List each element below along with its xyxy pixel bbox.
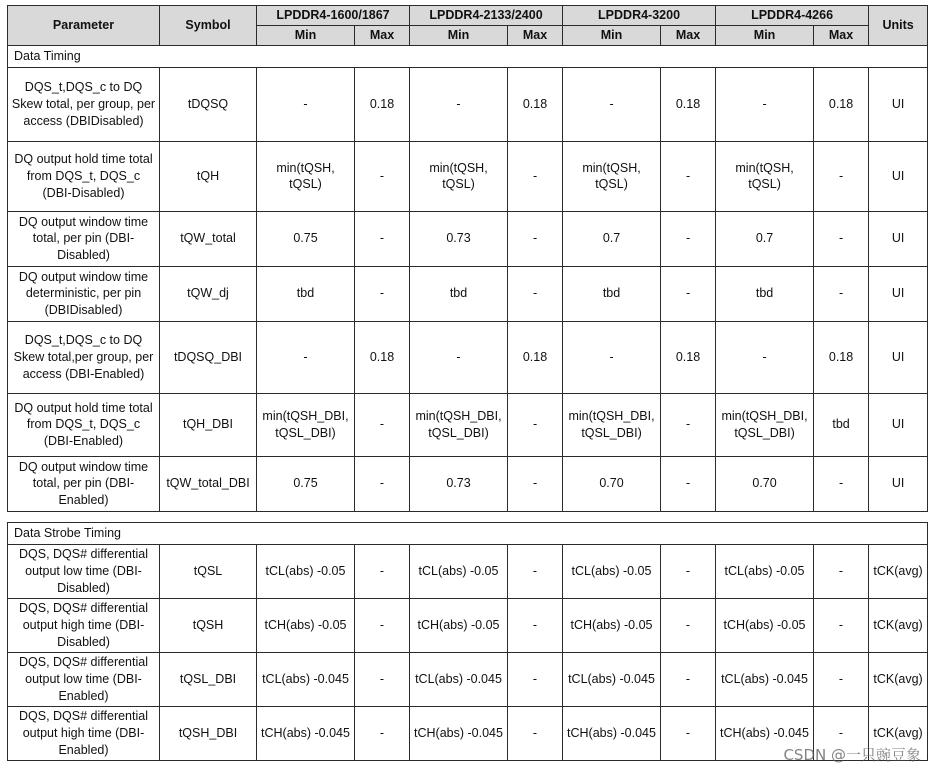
units-cell: tCK(avg)	[869, 544, 928, 598]
header-min: Min	[410, 25, 508, 45]
symbol-cell: tQW_dj	[160, 266, 257, 321]
min-value-cell: 0.7	[716, 211, 814, 266]
parameter-cell: DQ output window time deterministic, per pin (DBIDisabled)	[8, 266, 160, 321]
min-value-cell: min(tQSH, tQSL)	[410, 141, 508, 211]
min-value-cell: tCH(abs) -0.05	[716, 598, 814, 652]
max-value-cell: 0.18	[661, 67, 716, 141]
header-max: Max	[661, 25, 716, 45]
parameter-cell: DQ output window time total, per pin (DBI-Disabled)	[8, 211, 160, 266]
max-value-cell: -	[508, 266, 563, 321]
min-value-cell: tbd	[257, 266, 355, 321]
symbol-cell: tQSH	[160, 598, 257, 652]
max-value-cell: 0.18	[814, 321, 869, 393]
min-value-cell: -	[716, 67, 814, 141]
symbol-cell: tQSH_DBI	[160, 706, 257, 760]
min-value-cell: -	[257, 321, 355, 393]
units-cell: tCK(avg)	[869, 598, 928, 652]
min-value-cell: -	[716, 321, 814, 393]
header-max: Max	[355, 25, 410, 45]
section-title-data-strobe-timing: Data Strobe Timing	[8, 522, 928, 544]
min-value-cell: min(tQSH, tQSL)	[563, 141, 661, 211]
min-value-cell: min(tQSH, tQSL)	[716, 141, 814, 211]
min-value-cell: tCH(abs) -0.045	[716, 706, 814, 760]
units-cell: UI	[869, 67, 928, 141]
symbol-cell: tQH	[160, 141, 257, 211]
min-value-cell: 0.75	[257, 456, 355, 511]
table-header	[8, 6, 928, 46]
max-value-cell: -	[355, 266, 410, 321]
min-value-cell: tCL(abs) -0.05	[257, 544, 355, 598]
max-value-cell: -	[355, 393, 410, 456]
min-value-cell: tbd	[563, 266, 661, 321]
symbol-cell: tDQSQ	[160, 67, 257, 141]
table-row	[8, 211, 928, 266]
units-cell: UI	[869, 393, 928, 456]
table-row	[8, 67, 928, 141]
min-value-cell: 0.75	[257, 211, 355, 266]
table-row	[8, 652, 928, 706]
section-title-row	[8, 522, 928, 544]
min-value-cell: tCL(abs) -0.045	[716, 652, 814, 706]
max-value-cell: -	[355, 706, 410, 760]
max-value-cell: -	[814, 652, 869, 706]
section-title-data-timing: Data Timing	[8, 45, 928, 67]
units-cell: tCK(avg)	[869, 652, 928, 706]
header-min: Min	[716, 25, 814, 45]
units-cell: UI	[869, 141, 928, 211]
symbol-cell: tQSL_DBI	[160, 652, 257, 706]
max-value-cell: -	[508, 393, 563, 456]
min-value-cell: 0.73	[410, 211, 508, 266]
timing-table	[7, 5, 928, 512]
max-value-cell: -	[661, 141, 716, 211]
max-value-cell: -	[814, 544, 869, 598]
header-parameter: Parameter	[8, 6, 160, 46]
min-value-cell: min(tQSH_DBI, tQSL_DBI)	[716, 393, 814, 456]
max-value-cell: 0.18	[661, 321, 716, 393]
min-value-cell: -	[410, 321, 508, 393]
watermark: CSDN @一只豌豆象	[783, 746, 921, 764]
max-value-cell: 0.18	[355, 67, 410, 141]
symbol-cell: tQH_DBI	[160, 393, 257, 456]
header-min: Min	[563, 25, 661, 45]
max-value-cell: tbd	[814, 393, 869, 456]
max-value-cell: -	[661, 266, 716, 321]
max-value-cell: 0.18	[814, 67, 869, 141]
min-value-cell: -	[257, 67, 355, 141]
max-value-cell: -	[661, 211, 716, 266]
max-value-cell: -	[355, 141, 410, 211]
parameter-cell: DQS_t,DQS_c to DQ Skew total,per group, per access (DBI-Enabled)	[8, 321, 160, 393]
header-max: Max	[508, 25, 563, 45]
units-cell: tCK(avg)	[869, 706, 928, 760]
min-value-cell: -	[410, 67, 508, 141]
header-symbol: Symbol	[160, 6, 257, 46]
max-value-cell: -	[355, 652, 410, 706]
symbol-cell: tQW_total	[160, 211, 257, 266]
max-value-cell: -	[661, 544, 716, 598]
max-value-cell: -	[661, 598, 716, 652]
strobe-timing-table	[7, 522, 928, 761]
header-speed-2: LPDDR4-2133/2400	[410, 6, 563, 26]
parameter-cell: DQ output hold time total from DQS_t, DQS_c (DBI-Disabled)	[8, 141, 160, 211]
parameter-cell: DQS_t,DQS_c to DQ Skew total, per group, per access (DBIDisabled)	[8, 67, 160, 141]
max-value-cell: 0.18	[508, 321, 563, 393]
max-value-cell: -	[355, 598, 410, 652]
min-value-cell: tCL(abs) -0.05	[410, 544, 508, 598]
max-value-cell: -	[508, 652, 563, 706]
parameter-cell: DQ output window time total, per pin (DBI-Enabled)	[8, 456, 160, 511]
min-value-cell: tCL(abs) -0.045	[410, 652, 508, 706]
max-value-cell: -	[508, 456, 563, 511]
min-value-cell: tbd	[716, 266, 814, 321]
min-value-cell: 0.70	[563, 456, 661, 511]
parameter-cell: DQS, DQS# differential output low time (DBI-Enabled)	[8, 652, 160, 706]
header-speed-4: LPDDR4-4266	[716, 6, 869, 26]
max-value-cell: -	[814, 141, 869, 211]
max-value-cell: -	[661, 456, 716, 511]
min-value-cell: -	[563, 67, 661, 141]
min-value-cell: tCL(abs) -0.045	[563, 652, 661, 706]
min-value-cell: tCL(abs) -0.045	[257, 652, 355, 706]
min-value-cell: tCL(abs) -0.05	[716, 544, 814, 598]
max-value-cell: -	[355, 211, 410, 266]
max-value-cell: -	[508, 211, 563, 266]
symbol-cell: tQSL	[160, 544, 257, 598]
min-value-cell: min(tQSH_DBI, tQSL_DBI)	[410, 393, 508, 456]
min-value-cell: 0.70	[716, 456, 814, 511]
header-max: Max	[814, 25, 869, 45]
min-value-cell: -	[563, 321, 661, 393]
parameter-cell: DQS, DQS# differential output high time (DBI-Enabled)	[8, 706, 160, 760]
max-value-cell: -	[355, 544, 410, 598]
units-cell: UI	[869, 456, 928, 511]
table-row	[8, 321, 928, 393]
parameter-cell: DQS, DQS# differential output low time (DBI-Disabled)	[8, 544, 160, 598]
max-value-cell: 0.18	[508, 67, 563, 141]
min-value-cell: min(tQSH, tQSL)	[257, 141, 355, 211]
min-value-cell: tCL(abs) -0.05	[563, 544, 661, 598]
table-row	[8, 456, 928, 511]
max-value-cell: -	[661, 706, 716, 760]
max-value-cell: -	[814, 598, 869, 652]
min-value-cell: tCH(abs) -0.045	[257, 706, 355, 760]
max-value-cell: -	[814, 266, 869, 321]
header-units: Units	[869, 6, 928, 46]
table-row	[8, 266, 928, 321]
min-value-cell: min(tQSH_DBI, tQSL_DBI)	[563, 393, 661, 456]
symbol-cell: tQW_total_DBI	[160, 456, 257, 511]
max-value-cell: -	[508, 598, 563, 652]
max-value-cell: -	[661, 652, 716, 706]
min-value-cell: tCH(abs) -0.05	[257, 598, 355, 652]
header-speed-3: LPDDR4-3200	[563, 6, 716, 26]
max-value-cell: -	[814, 706, 869, 760]
max-value-cell: -	[661, 393, 716, 456]
table-row	[8, 141, 928, 211]
min-value-cell: tCH(abs) -0.05	[563, 598, 661, 652]
min-value-cell: tbd	[410, 266, 508, 321]
spec-table-container	[7, 5, 927, 761]
min-value-cell: tCH(abs) -0.045	[410, 706, 508, 760]
units-cell: UI	[869, 211, 928, 266]
units-cell: UI	[869, 266, 928, 321]
table-gap	[7, 512, 927, 522]
max-value-cell: -	[814, 211, 869, 266]
max-value-cell: -	[508, 141, 563, 211]
max-value-cell: 0.18	[355, 321, 410, 393]
max-value-cell: -	[355, 456, 410, 511]
table-row	[8, 598, 928, 652]
parameter-cell: DQS, DQS# differential output high time (DBI-Disabled)	[8, 598, 160, 652]
min-value-cell: 0.7	[563, 211, 661, 266]
header-min: Min	[257, 25, 355, 45]
max-value-cell: -	[508, 706, 563, 760]
parameter-cell: DQ output hold time total from DQS_t, DQS_c (DBI-Enabled)	[8, 393, 160, 456]
symbol-cell: tDQSQ_DBI	[160, 321, 257, 393]
table-row	[8, 544, 928, 598]
max-value-cell: -	[508, 544, 563, 598]
section-title-row	[8, 45, 928, 67]
table-row	[8, 393, 928, 456]
max-value-cell: -	[814, 456, 869, 511]
min-value-cell: min(tQSH_DBI, tQSL_DBI)	[257, 393, 355, 456]
min-value-cell: tCH(abs) -0.05	[410, 598, 508, 652]
units-cell: UI	[869, 321, 928, 393]
header-speed-1: LPDDR4-1600/1867	[257, 6, 410, 26]
min-value-cell: 0.73	[410, 456, 508, 511]
min-value-cell: tCH(abs) -0.045	[563, 706, 661, 760]
